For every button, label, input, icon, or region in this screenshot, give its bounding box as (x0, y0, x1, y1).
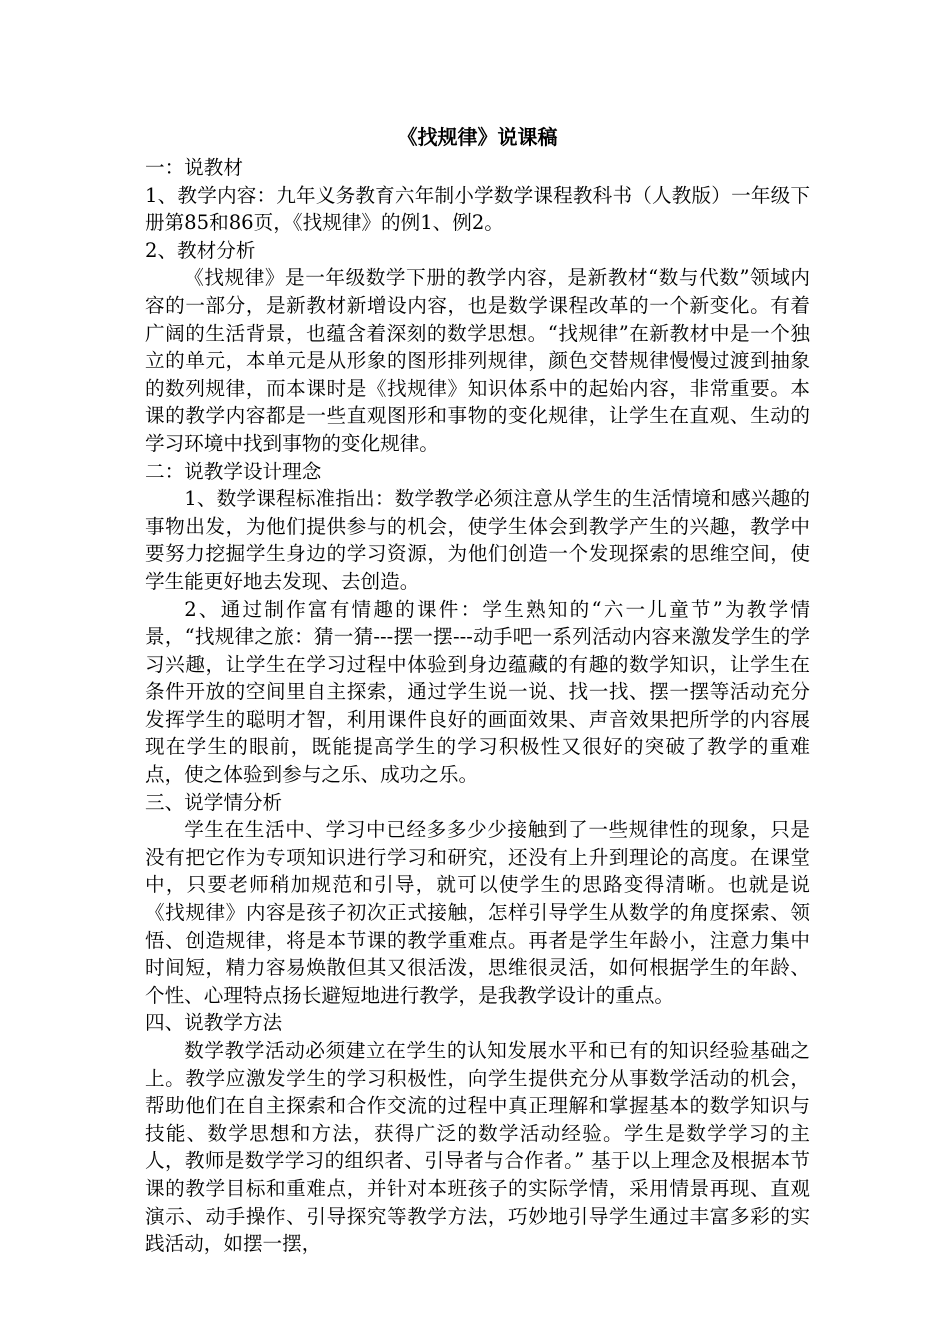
section-heading-student-analysis: 三、说学情分析 (145, 790, 283, 814)
student-analysis-paragraph: 学生在生活中、学习中已经多多少少接触到了一些规律性的现象，只是没有把它作为专项知识进行学习和研究，还没有上升到理论的高度。在课堂中，只要老师稍加规范和引导，就可以使学生的思路变得清晰。也就是说《找规律》内容是孩子初次正式接触，怎样引导学生从数学的角度探索、领悟、创造规律，将是本节课的教学重难点。再者是学生年龄小，注意力集中时间短，精力容易焕散但其又很活泼，思维很灵活，如何根据学生的年龄、个性、心理特点扬长避短地进行教学，是我教学设计的重点。 (145, 818, 810, 1007)
material-analysis-heading: 2、教材分析 (145, 238, 256, 262)
material-analysis-paragraph: 《找规律》是一年级数学下册的教学内容，是新教材“数与代数”领域内容的一部分，是新教材新增设内容，也是数学课程改革的一个新变化。有着广阔的生活背景，也蕴含着深刻的数学思想。“找规律”在新教材中是一个独立的单元，本单元是从形象的图形排列规律，颜色交替规律慢慢过渡到抽象的数列规律，而本课时是《找规律》知识体系中的起始内容，非常重要。本课的教学内容都是一些直观图形和事物的变化规律，让学生在直观、生动的学习环境中找到事物的变化规律。 (145, 266, 810, 455)
document-title: 《找规律》说课稿 (397, 125, 558, 149)
teaching-method-paragraph: 数学教学活动必须建立在学生的认知发展水平和已有的知识经验基础之上。教学应激发学生的学习积极性，向学生提供充分从事数学活动的机会，帮助他们在自主探索和合作交流的过程中真正理解和掌握基本的数学知识与技能、数学思想和方法，获得广泛的数学活动经验。学生是数学学习的主人，教师是数学学习的组织者、引导者与合作者。” 基于以上理念及根据本节课的教学目标和重难点，并针对本班孩子的实际学情，采用情景再现、直观演示、动手操作、引导探究等教学方法，巧妙地引导学生通过丰富多彩的实践活动，如摆一摆， (145, 1039, 810, 1256)
section-heading-teaching-method: 四、说教学方法 (145, 1011, 283, 1035)
design-concept-paragraph-1: 1、数学课程标准指出：数学教学必须注意从学生的生活情境和感兴趣的事物出发，为他们提供参与的机会，使学生体会到教学产生的兴趣，教学中要努力挖掘学生身边的学习资源，为他们创造一个发现探索的思维空间，使学生能更好地去发现、去创造。 (145, 487, 810, 593)
document-body (145, 122, 810, 1258)
section-heading-design-concept: 二：说教学设计理念 (145, 459, 322, 483)
teaching-content-paragraph: 1、教学内容：九年义务教育六年制小学数学课程教科书（人教版）一年级下册第85和86页，《找规律》的例1、例2。 (145, 183, 810, 235)
design-concept-paragraph-2: 2、通过制作富有情趣的课件：学生熟知的“六一儿童节”为教学情景，“找规律之旅：猜一猜---摆一摆---动手吧一系列活动内容来激发学生的学习兴趣，让学生在学习过程中体验到身边蕴藏的有趣的数学知识，让学生在条件开放的空间里自主探索，通过学生说一说、找一找、摆一摆等活动充分发挥学生的聪明才智，利用课件良好的画面效果、声音效果把所学的内容展现在学生的眼前，既能提高学生的学习积极性又很好的突破了教学的重难点，使之体验到参与之乐、成功之乐。 (145, 597, 810, 787)
section-heading-teaching-material: 一：说教材 (145, 156, 243, 179)
